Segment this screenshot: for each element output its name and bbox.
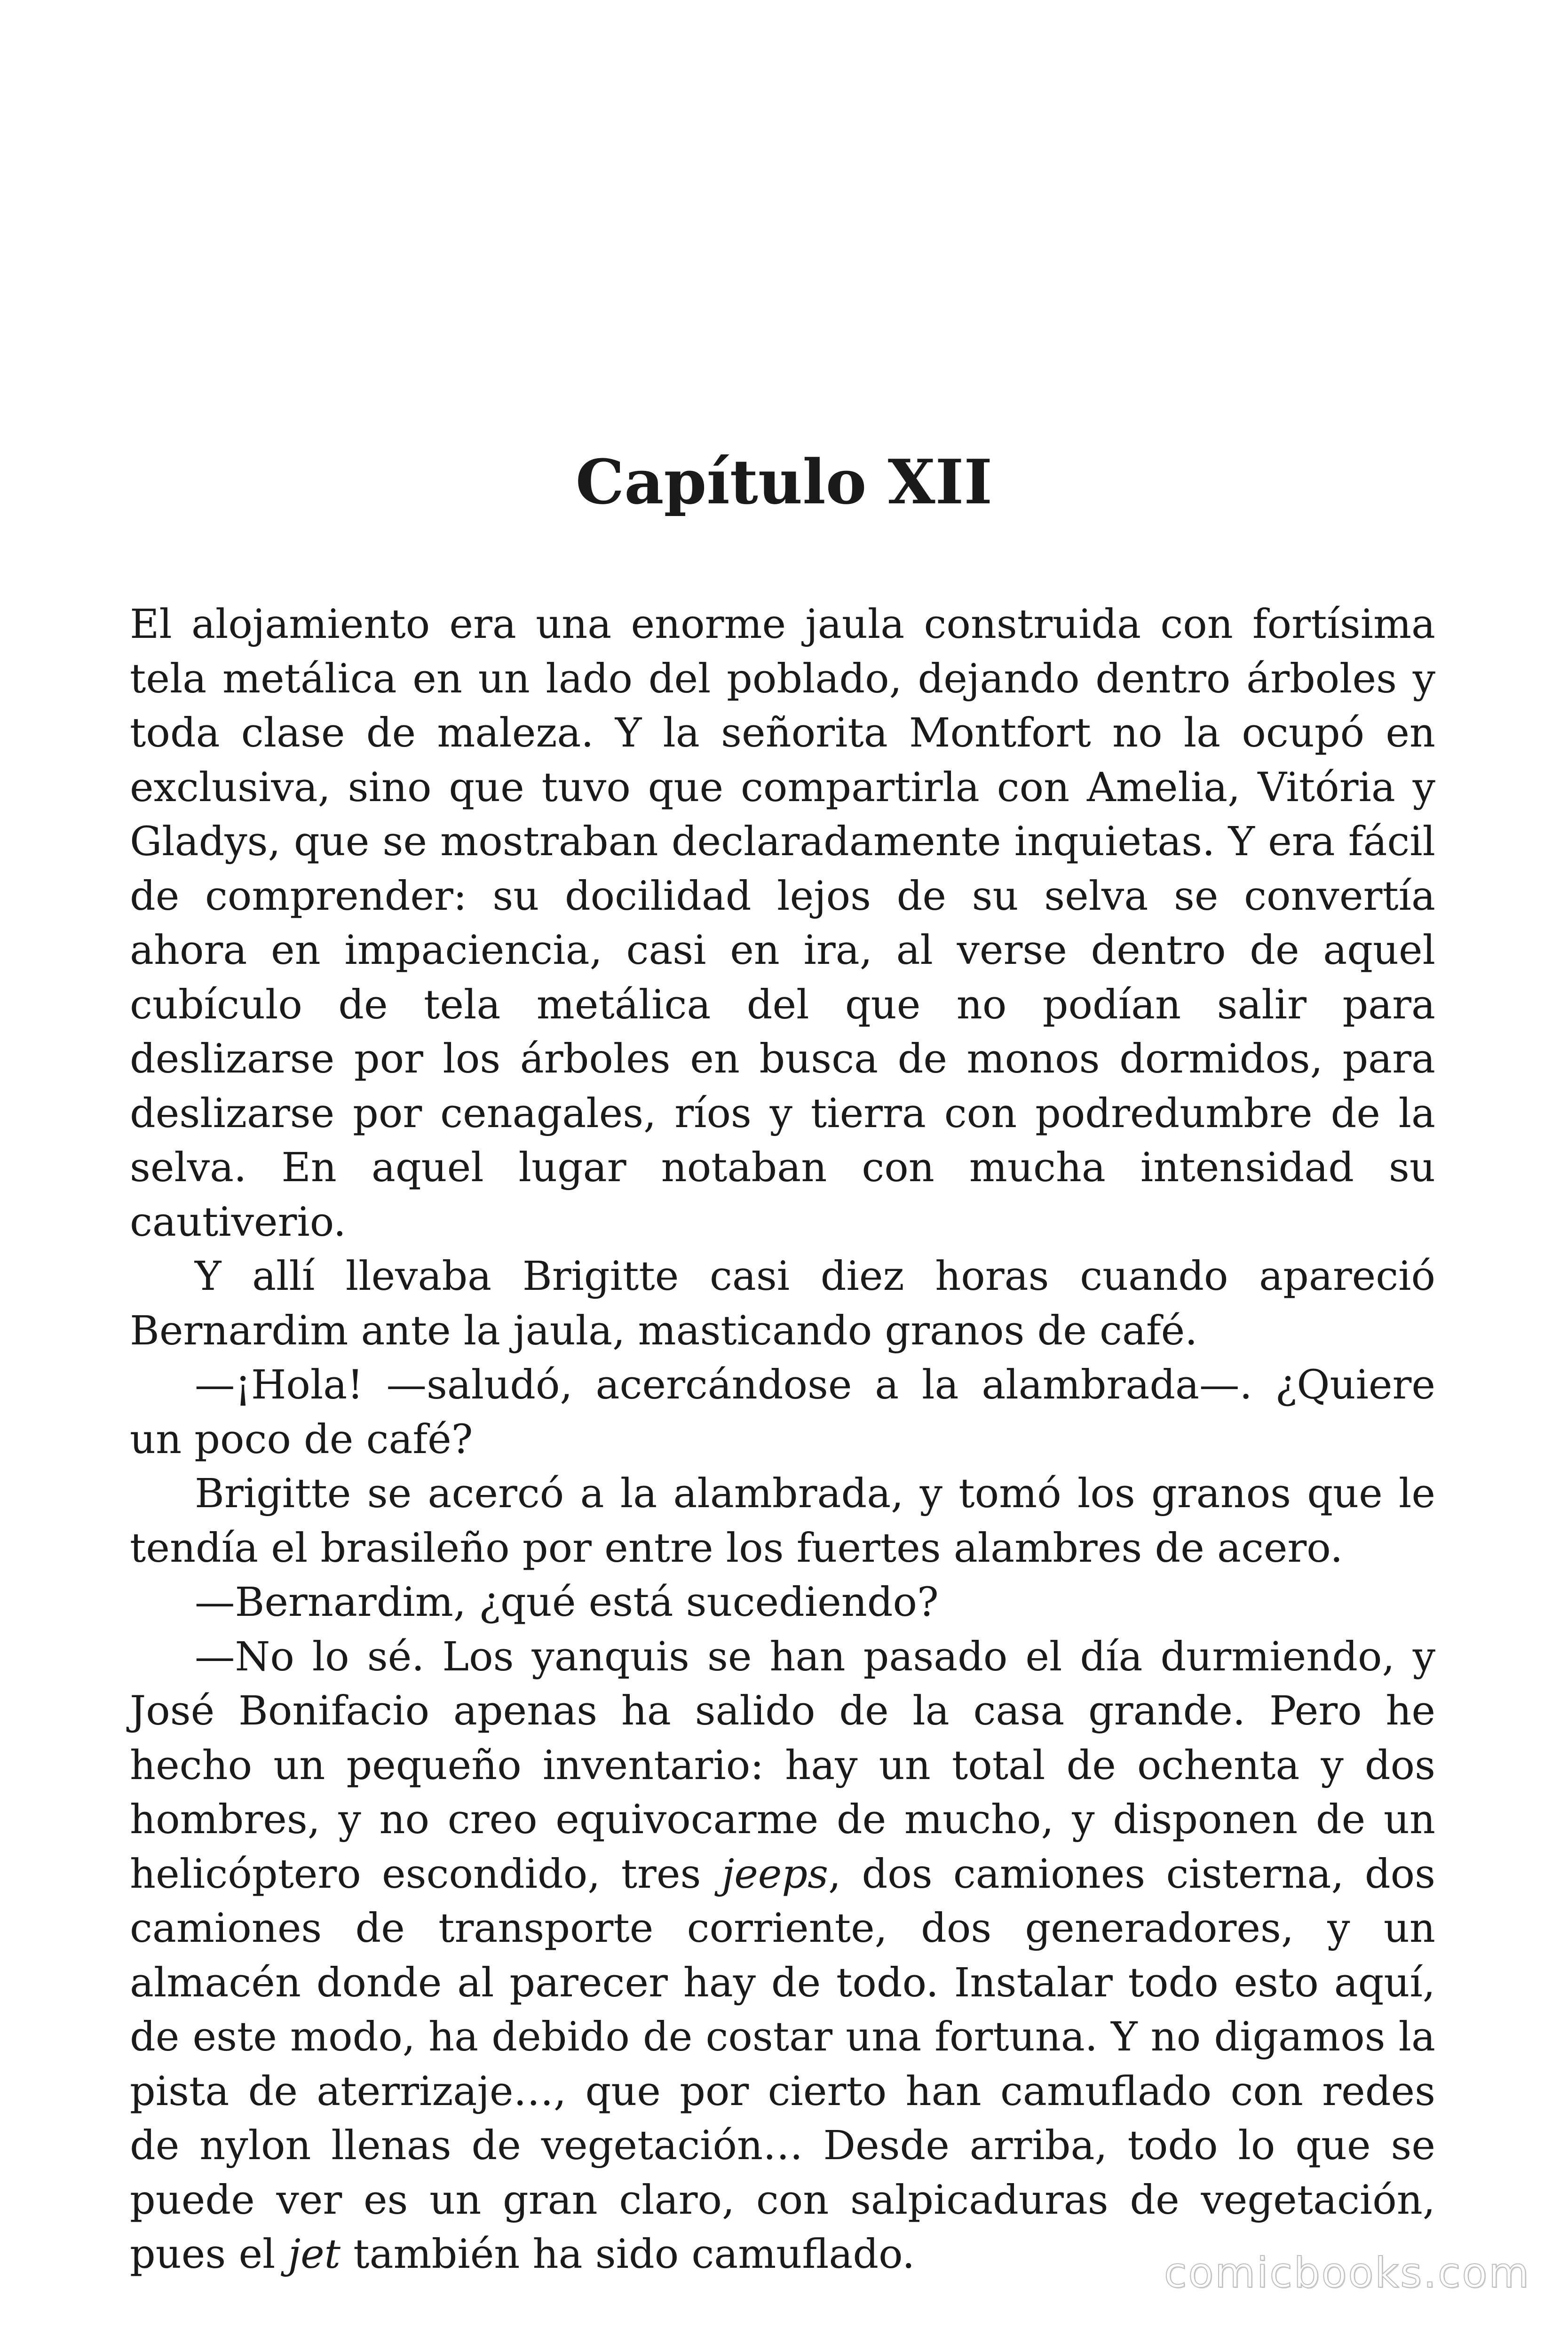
italic-text: jeeps [721, 1851, 829, 1898]
text-run: , dos camiones cisterna, dos camiones de transporte corriente, dos generadores, y un almacén donde al parecer hay de todo. Instalar todo esto aquí, de este modo, ha debido de costar una fortuna. Y no digamos la pista de aterrizaje…, que por cierto han camuflado con redes de nylon llenas de vegetación… Desde arriba, todo lo que se puede ver es un gran claro, con salpicaduras de vegetación, pues el [130, 1851, 1435, 2278]
text-run: Brigitte se acercó a la alambrada, y tomó los granos que le tendía el brasileño por entre los fuertes alambres de acero. [130, 1470, 1435, 1572]
text-run: Y allí llevaba Brigitte casi diez horas cuando apareció Bernardim ante la jaula, masticando granos de café. [130, 1253, 1435, 1354]
paragraph [130, 1358, 1435, 1467]
paragraph [130, 1630, 1435, 2282]
paragraph [130, 597, 1435, 1249]
italic-text: jet [288, 2231, 341, 2278]
text-run: El alojamiento era una enorme jaula construida con fortísima tela metálica en un lado del poblado, dejando dentro árboles y toda clase de maleza. Y la señorita Montfort no la ocupó en exclusiva, sino que tuvo que compartirla con Amelia, Vitória y Gladys, que se mostraban declaradamente inquietas. Y era fácil de comprender: su docilidad lejos de su selva se convertía ahora en impaciencia, casi en ira, al verse dentro de aquel cubículo de tela metálica del que no podían salir para deslizarse por los árboles en busca de monos dormidos, para deslizarse por cenagales, ríos y tierra con podredumbre de la selva. En aquel lugar notaban con mucha intensidad su cautiverio. [130, 601, 1435, 1246]
chapter-body [130, 597, 1435, 2282]
text-run: —No lo sé. Los yanquis se han pasado el día durmiendo, y José Bonifacio apenas ha salido de la casa grande. Pero he hecho un pequeño inventario: hay un total de ochenta y dos hombres, y no creo equivocarme de mucho, y disponen de un helicóptero escondido, tres [130, 1633, 1435, 1898]
paragraph [130, 1575, 1435, 1630]
text-run: también ha sido camuflado. [341, 2231, 915, 2278]
text-run: —¡Hola! —saludó, acercándose a la alambrada—. ¿Quiere un poco de café? [130, 1362, 1435, 1463]
paragraph [130, 1467, 1435, 1575]
chapter-title: Capítulo XII [575, 446, 993, 518]
watermark-logo: comicbooks.com [1164, 2249, 1530, 2297]
text-run: —Bernardim, ¿qué está sucediendo? [195, 1579, 939, 1626]
paragraph [130, 1249, 1435, 1358]
